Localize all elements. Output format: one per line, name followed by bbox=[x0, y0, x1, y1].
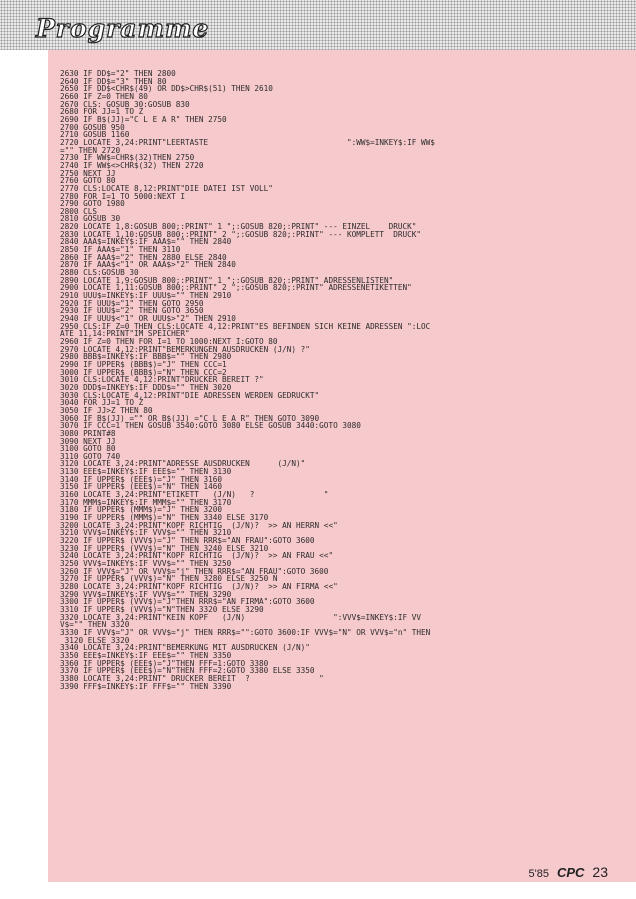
code-line: 2870 IF AAA$<"1" OR AAA$>"2" THEN 2840 bbox=[60, 260, 236, 270]
code-line: 2810 GOSUB 30 bbox=[60, 214, 121, 224]
code-line: 3030 CLS:LOCATE 4,12:PRINT"DIE ADRESSEN WERDEN GEDRUCKT" bbox=[60, 390, 320, 400]
code-line: 2650 IF DD$<CHR$(49) OR DD$>CHR$(51) THEN 2610 bbox=[60, 84, 273, 94]
code-line: 3270 IF UPPER$ (VVV$)="N" THEN 3280 ELSE 3250 N bbox=[60, 574, 278, 584]
code-line: 2980 BBB$=INKEY$:IF BBB$="" THEN 2980 bbox=[60, 352, 232, 362]
code-line: 2660 IF Z=0 THEN 80 bbox=[60, 91, 148, 101]
code-line: 3020 DDD$=INKEY$:IF DDD$="" THEN 3020 bbox=[60, 382, 232, 392]
code-line: 2720 LOCATE 3,24:PRINT"LEERTASTE ":WW$=INKEY$:IF WW$ bbox=[60, 137, 435, 147]
code-line: 3010 CLS:LOCATE 4,12:PRINT"DRUCKER BEREIT ?" bbox=[60, 375, 264, 385]
code-line: 3290 VVV$=INKEY$:IF VVV$="" THEN 3290 bbox=[60, 589, 232, 599]
code-line: 2680 FOR JJ=1 TO Z bbox=[60, 107, 144, 117]
code-line: 3230 IF UPPER$ (VVV$)="N" THEN 3240 ELSE 3210 bbox=[60, 543, 269, 553]
code-line: 2640 IF DD$="3" THEN 80 bbox=[60, 76, 167, 86]
code-line: 3120 ELSE 3320 bbox=[60, 635, 130, 645]
code-line: 3100 GOTO 80 bbox=[60, 444, 116, 454]
basic-program-listing bbox=[60, 70, 630, 860]
code-line: 3150 IF UPPER$ (EEE$)="N" THEN 1460 bbox=[60, 482, 222, 492]
code-line: 2670 CLS: GOSUB 30:GOSUB 830 bbox=[60, 99, 190, 109]
code-line: 3170 MMM$=INKEY$:IF MMM$="" THEN 3170 bbox=[60, 497, 232, 507]
magazine-logo: CPC bbox=[556, 865, 585, 880]
code-line: 3260 IF VVV$="J" OR VVV$="j" THEN RRR$="AN FRAU":GOTO 3600 bbox=[60, 566, 329, 576]
code-line: 3090 NEXT JJ bbox=[60, 436, 116, 446]
code-line: 2990 IF UPPER$ (BBB$)="J" THEN CCC=1 bbox=[60, 359, 227, 369]
code-line: 2760 GOTO 80 bbox=[60, 176, 116, 186]
section-title: Programme bbox=[36, 14, 210, 43]
code-line: 2890 LOCATE 1,9:GOSUB 800;:PRINT" 1 ";:GOSUB 820;:PRINT" ADRESSENLISTEN" bbox=[60, 275, 394, 285]
code-line: 2970 LOCATE 4,12:PRINT"BEMERKUNGEN AUSDRUCKEN (J/N) ?" bbox=[60, 344, 310, 354]
code-line: 2830 LOCATE 1,10:GOSUB 800;:PRINT" 2 ";:GOSUB 820;:PRINT" --- KOMPLETT DRUCK" bbox=[60, 229, 422, 239]
code-line: 2770 CLS:LOCATE 8,12:PRINT"DIE DATEI IST VOLL" bbox=[60, 183, 273, 193]
code-line: 3060 IF B$(JJ) ="" OR B$(JJ) ="C L E A R" THEN GOTO 3090 bbox=[60, 413, 320, 423]
page-footer bbox=[529, 864, 608, 880]
code-line: 3080 PRINT#8 bbox=[60, 428, 116, 438]
code-line: 3330 IF VVV$="J" OR VVV$="j" THEN RRR$="":GOTO 3600:IF VVV$="N" OR VVV$="n" THEN bbox=[60, 627, 431, 637]
code-line: ATE 11,14:PRINT"IM SPEICHER" bbox=[60, 329, 190, 339]
code-line: 2880 CLS:GOSUB 30 bbox=[60, 268, 139, 278]
code-line: 3160 LOCATE 3,24:PRINT"ETIKETT (J/N) ? " bbox=[60, 490, 329, 500]
code-line: 3300 IF UPPER$ (VVV$)="J"THEN RRR$="AN FIRMA":GOTO 3600 bbox=[60, 597, 315, 607]
code-line: 2690 IF B$(JJ)="C L E A R" THEN 2750 bbox=[60, 114, 227, 124]
code-line: 2710 GOSUB 1160 bbox=[60, 130, 130, 140]
code-line: 3050 IF JJ>Z THEN 80 bbox=[60, 405, 153, 415]
code-line: 3110 GOTO 740 bbox=[60, 451, 121, 461]
code-line: ="" THEN 2720 bbox=[60, 145, 121, 155]
code-line: 3120 LOCATE 3,24:PRINT"ADRESSE AUSDRUCKEN (J/N)" bbox=[60, 459, 306, 469]
code-line: 2920 IF UUU$="1" THEN GOTO 2950 bbox=[60, 298, 204, 308]
issue-date: 5'85 bbox=[528, 868, 549, 880]
code-line: 3280 LOCATE 3,24:PRINT"KOPF RICHTIG (J/N)? >> AN FIRMA <<" bbox=[60, 581, 338, 591]
code-line: 2950 CLS:IF Z=0 THEN CLS:LOCATE 4,12:PRINT"ES BEFINDEN SICH KEINE ADRESSEN ":LOC bbox=[60, 321, 431, 331]
code-line: 3240 LOCATE 3,24:PRINT"KOPF RICHTIG (J/N)? >> AN FRAU <<" bbox=[60, 551, 334, 561]
code-line: 3370 IF UPPER$ (EEE$)="N"THEN FFF=2:GOTO 3380 ELSE 3350 bbox=[60, 666, 315, 676]
code-line: 2960 IF Z=0 THEN FOR I=1 TO 1000:NEXT I:GOTO 80 bbox=[60, 336, 278, 346]
code-line: 3390 FFF$=INKEY$:IF FFF$="" THEN 3390 bbox=[60, 681, 232, 691]
code-line: 2700 GOSUB 950 bbox=[60, 122, 125, 132]
code-line: 2940 IF UUU$<"1" OR UUU$>"2" THEN 2910 bbox=[60, 314, 236, 323]
code-line: 3130 EEE$=INKEY$:IF EEE$="" THEN 3130 bbox=[60, 467, 232, 477]
code-line: V$="" THEN 3320 bbox=[60, 620, 130, 630]
code-line: 3340 LOCATE 3,24:PRINT"BEMERKUNG MIT AUSDRUCKEN (J/N)" bbox=[60, 643, 310, 653]
code-line: 3200 LOCATE 3,24:PRINT"KOPF RICHTIG (J/N)? >> AN HERRN <<" bbox=[60, 520, 338, 530]
code-line: 3070 IF CCC=1 THEN GOSUB 3540:GOTO 3080 ELSE GOSUB 3440:GOTO 3080 bbox=[60, 421, 361, 431]
code-line: 3000 IF UPPER$ (BBB$)="N" THEN CCC=2 bbox=[60, 367, 227, 377]
code-line: 2860 IF AAA$="2" THEN 2880 ELSE 2840 bbox=[60, 252, 227, 262]
code-line: 2730 IF WW$=CHR$(32)THEN 2750 bbox=[60, 153, 195, 163]
code-line: 2930 IF UUU$="2" THEN GOTO 3650 bbox=[60, 306, 204, 316]
code-line: 2840 AAA$=INKEY$:IF AAA$="" THEN 2840 bbox=[60, 237, 232, 247]
code-line: 2850 IF AAA$="1" THEN 3110 bbox=[60, 245, 181, 255]
code-line: 3180 IF UPPER$ (MMM$)="J" THEN 3200 bbox=[60, 505, 222, 515]
page-number: 23 bbox=[592, 864, 608, 880]
code-line: 2780 FOR I=1 TO 5000:NEXT I bbox=[60, 191, 185, 201]
code-line: 3190 IF UPPER$ (MMM$)="N" THEN 3340 ELSE 3170 bbox=[60, 513, 269, 523]
code-line: 3210 VVV$=INKEY$:IF VVV$="" THEN 3210 bbox=[60, 528, 232, 538]
code-line: 2800 CLS bbox=[60, 206, 98, 216]
code-line: 3310 IF UPPER$ (VVV$)="N"THEN 3320 ELSE 3290 bbox=[60, 604, 264, 614]
code-line: 2630 IF DD$="2" THEN 2800 bbox=[60, 70, 176, 78]
code-line: 3040 FOR JJ=1 TO Z bbox=[60, 398, 144, 408]
code-line: 2820 LOCATE 1,8:GOSUB 800;:PRINT" 1 ";:GOSUB 820;:PRINT" --- EINZEL DRUCK" bbox=[60, 222, 417, 232]
code-line: 2910 UUU$=INKEY$:IF UUU$="" THEN 2910 bbox=[60, 291, 232, 301]
code-line: 2790 GOTO 1980 bbox=[60, 199, 125, 209]
code-line: 3220 IF UPPER$ (VVV$)="J" THEN RRR$="AN FRAU":GOTO 3600 bbox=[60, 536, 315, 546]
code-line: 2740 IF WW$<>CHR$(32) THEN 2720 bbox=[60, 160, 204, 170]
code-line: 3320 LOCATE 3,24:PRINT"KEIN KOPF (J/N) ":VVV$=INKEY$:IF VV bbox=[60, 612, 422, 622]
code-line: 2750 NEXT JJ bbox=[60, 168, 116, 178]
code-line: 2900 LOCATE 1,11:GOSUB 800;:PRINT" 2 ";:GOSUB 820;:PRINT" ADRESSENETIKETTEN" bbox=[60, 283, 412, 293]
code-line: 3360 IF UPPER$ (EEE$)="J"THEN FFF=1:GOTO 3380 bbox=[60, 658, 269, 668]
code-line: 3250 VVV$=INKEY$:IF VVV$="" THEN 3250 bbox=[60, 559, 232, 568]
code-line: 3380 LOCATE 3,24:PRINT" DRUCKER BEREIT ? " bbox=[60, 673, 324, 683]
code-line: 3140 IF UPPER$ (EEE$)="J" THEN 3160 bbox=[60, 474, 222, 484]
code-line: 3350 EEE$=INKEY$:IF EEE$="" THEN 3350 bbox=[60, 650, 232, 660]
